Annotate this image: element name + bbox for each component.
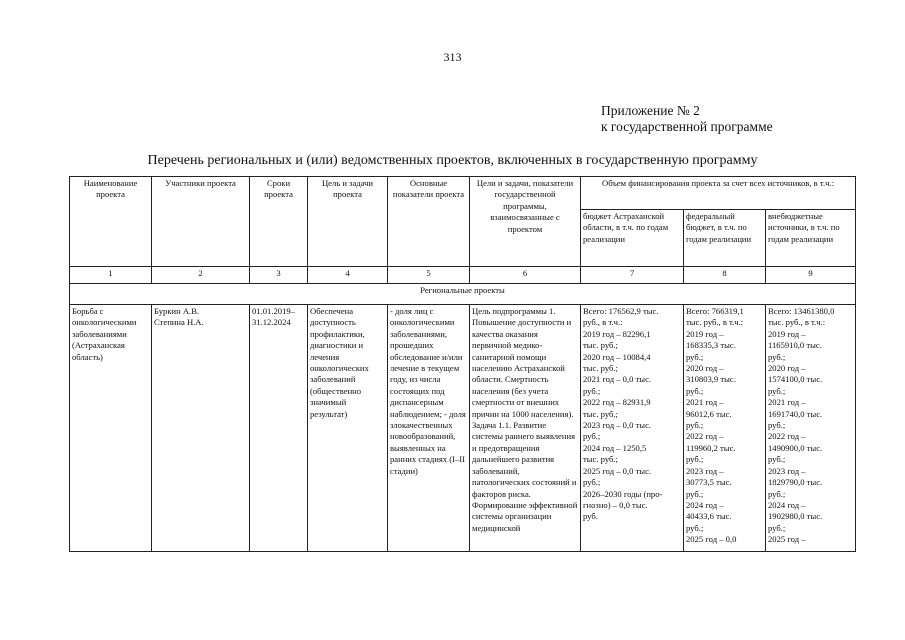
col-num-4: 4 [308,267,388,284]
project-name-cell: Борьба с онкологическими заболеваниями (Астраханская область) [70,305,152,552]
funding-line: руб.; [768,420,786,431]
goal-cell: Обеспечена доступность профилактики, диагностики и лечения онкологических заболеваний (общественно значимый результат) [308,305,388,552]
term-cell [250,305,308,552]
col-num-6: 6 [470,267,581,284]
col-num-9: 9 [766,267,856,284]
table-row [70,305,856,552]
header-goal: Цель и задачи проекта [308,177,388,267]
funding-line: 168335,3 тыс. [686,340,736,351]
header-project-name: Наименование проекта [70,177,152,267]
funding-line: 310803,9 тыс. [686,374,736,385]
funding-line: 2025 год – [768,534,806,545]
section-row [70,284,856,305]
funding-line: 1490900,0 тыс. [768,442,823,453]
projects-table [69,176,856,552]
funding-line: Всего: 176562,9 тыс. [583,306,659,316]
funding-line: 2026–2030 годы (про- [583,488,663,499]
regional-budget-cell [581,305,684,552]
funding-line: гнозно) – 0,0 тыс. [583,499,648,510]
funding-line: 2025 год – 0,0 тыс. [583,465,652,476]
funding-line: 1829790,0 тыс. [768,477,823,488]
col-num-1: 1 [70,267,152,284]
funding-line: тыс. руб.; [583,454,618,465]
funding-line: 30773,5 тыс. [686,477,732,488]
funding-line: тыс. руб., в т.ч.: [686,317,744,328]
funding-line: 119960,2 тыс. [686,442,736,453]
col-num-8: 8 [684,267,766,284]
appendix-line-1: Приложение № 2 [601,103,700,118]
funding-line: 2024 год – [768,499,806,510]
header-program-goals: Цели и задачи, показатели государственной программы, взаимосвязанные с проектом [470,177,581,267]
funding-line: тыс. руб.; [583,340,618,351]
participant-1: Буркин А.В. [154,306,200,316]
funding-line: 2023 год – [686,465,724,476]
funding-line: 1165910,0 тыс. [768,340,822,351]
funding-line: 2019 год – [768,328,806,339]
funding-line: 2020 год – 10084,4 [583,351,651,362]
funding-line: 40433,6 тыс. [686,511,732,522]
header-term: Сроки проекта [250,177,308,267]
term-end: 31.12.2024 [252,317,291,328]
funding-line: руб.; [583,385,601,396]
col-num-7: 7 [581,267,684,284]
funding-line: 2021 год – [768,397,806,408]
header-regional-budget: бюджет Астраханской области, в т.ч. по годам реализации [581,210,684,267]
funding-line: 2022 год – 82931,9 [583,397,651,408]
participants-cell [152,305,250,552]
funding-line: руб.; [583,477,601,488]
program-goals-cell: Цель подпрограммы 1. Повышение доступности и качества оказания первичной медико-санитарной помощи населению Астраханской области. Смертность населения (без учета смертности от внешних причин на 1000 населения). Задача 1.1. Развитие системы раннего выявления и предотвращения дальнейшего развития заболеваний, патологических состояний и факторов риска. Формирование эффективной системы организации медицинской [470,305,581,552]
funding-line: руб., в т.ч.: [583,317,623,328]
indicators-cell: - доля лиц с онкологическими заболеваниями, прошедших обследование и/или лечение в текущем году, из числа состоящих под диспансерным наблюдением; - доля злокачественных новообразований, выявленных на ранних стадиях (I–II стадии) [388,305,470,552]
funding-line: 1691740,0 тыс. [768,408,823,419]
funding-line: 2020 год – [686,363,724,374]
funding-line: 2021 год – 0,0 тыс. [583,374,652,385]
header-funding: Объем финансирования проекта за счет всех источников, в т.ч.: [581,177,856,210]
term-start: 01.01.2019– [252,306,295,316]
header-extra-budget: внебюджетные источники, в т.ч. по годам реализации [766,210,856,267]
funding-line: тыс. руб.; [583,363,618,374]
funding-line: руб.; [686,351,704,362]
funding-line: 2023 год – 0,0 тыс. [583,420,652,431]
funding-line: руб.; [768,522,786,533]
funding-line: 2024 год – 1250,5 [583,442,647,453]
federal-budget-cell [684,305,766,552]
funding-line: 2020 год – [768,363,806,374]
funding-line: 1902980,0 тыс. [768,511,823,522]
funding-line: 2024 год – [686,499,724,510]
funding-line: 2025 год – 0,0 [686,534,737,545]
header-federal-budget: федеральный бюджет, в т.ч. по годам реализации [684,210,766,267]
funding-line: 2023 год – [768,465,806,476]
funding-line: тыс. руб., в т.ч.: [768,317,826,328]
funding-line: руб.; [768,351,786,362]
funding-line: тыс. руб.; [583,408,618,419]
header-row-1 [70,177,856,210]
funding-line: руб.; [583,431,601,442]
funding-line: руб.; [686,385,704,396]
funding-line: 1574100,0 тыс. [768,374,823,385]
funding-line: 2021 год – [686,397,724,408]
section-label: Региональные проекты [70,284,856,305]
page-number: 313 [443,50,462,64]
funding-line: 2019 год – 82296,1 [583,328,651,339]
funding-line: руб.; [686,522,704,533]
extra-budget-cell [766,305,856,552]
funding-line: руб. [583,511,598,522]
col-num-3: 3 [250,267,308,284]
col-num-5: 5 [388,267,470,284]
column-number-row [70,267,856,284]
funding-line: руб.; [768,385,786,396]
funding-line: 2019 год – [686,328,724,339]
funding-line: руб.; [686,454,704,465]
funding-line: руб.; [686,420,704,431]
funding-line: руб.; [768,454,786,465]
col-num-2: 2 [152,267,250,284]
funding-line: руб.; [686,488,704,499]
funding-line: руб.; [768,488,786,499]
funding-line: 96012,6 тыс. [686,408,732,419]
participant-2: Степина Н.А. [154,317,204,328]
appendix-caption [601,103,773,135]
funding-line: 2022 год – [686,431,724,442]
header-indicators: Основные показатели проекта [388,177,470,267]
document-title: Перечень региональных и (или) ведомственных проектов, включенных в государственную программу [147,153,758,168]
funding-line: Всего: 766319,1 [686,306,744,316]
funding-line: 2022 год – [768,431,806,442]
appendix-line-2: к государственной программе [601,119,773,134]
header-participants: Участники проекта [152,177,250,267]
funding-line: Всего: 13461380,0 [768,306,835,316]
